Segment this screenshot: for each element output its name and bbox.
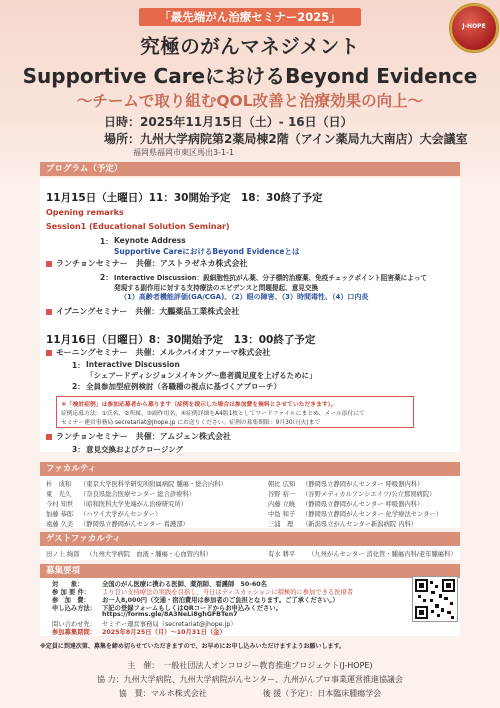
recruit-section-label: 募集要項	[40, 564, 460, 578]
day1-heading: 11月15日（土曜日）11：30開始予定 18：30終了予定	[46, 192, 323, 204]
guest-left-aff: （九州大学病院 血液・腫瘍・心血管内科）	[86, 551, 212, 558]
day2-item1-num: 1：	[72, 361, 85, 370]
faculty-left-name: 今村 知世	[46, 501, 74, 508]
day2-item3-num: 3：	[72, 445, 85, 454]
faculty-left-aff: （東京大学医科学研究所附属病院 腫瘍・総合内科）	[80, 481, 227, 488]
guest-right-name: 有水 耕平	[268, 551, 296, 558]
faculty-right-aff: （谷野メディカルアンシエイツ/公立那賀病院）	[302, 491, 436, 498]
faculty-left-name: 遠藤 久美	[46, 521, 74, 528]
event-date: 日時：2025年11月15日（土）- 16日（日）	[104, 115, 353, 129]
footer-cooperation: 協 力：九州大学病院、九州大学病院がんセンター、九州がんプロ事業運営推進協議会	[97, 675, 403, 684]
day2-morning: モーニングセミナー 共催：メルクバイオファーマ株式会社	[56, 348, 271, 357]
faculty-left-name: 加藤 恭郎	[46, 511, 74, 518]
faculty-left-aff: （奈良県総合医療センター 総合診療科）	[80, 491, 196, 498]
recruit-label: 参 加 要 件：	[52, 589, 91, 596]
bullet-square-icon	[46, 309, 52, 315]
recruit-value: お一人8,000円（交通・宿泊費用は参加者のご負担となります。ご了承ください。）	[102, 597, 339, 604]
note-line3: セミナー運営事務局 secretariat@jhope.jp にお送りください。症例の募集期限：9月30日(火)まで	[61, 420, 321, 426]
program-section-label: プログラム（予定）	[40, 162, 460, 176]
faculty-right-name: 三浦 理	[268, 521, 294, 528]
recruit-label: 問い合わせ先：	[52, 621, 97, 628]
faculty-right-aff: （静岡県立静岡がんセンター 呼吸器内科）	[302, 501, 424, 508]
title-line1: 究極のがんマネジメント	[140, 35, 360, 58]
day2-item1-title: Interactive Discussion	[86, 360, 180, 369]
case-submission-note	[56, 396, 414, 428]
title-line3: 〜チームで取り組むQOL改善と治療効果の向上〜	[76, 92, 424, 110]
day2-item3-title: 意見交換およびクロージング	[86, 445, 184, 454]
guest-right-aff: （九州がんセンター 消化管・腫瘍内科/老年腫瘍科）	[308, 551, 457, 558]
day1-item2-topics: （1）高齢者機能評価(GA/CGA)、（2）眼の障害、（3）時間毒性、（4）口内炎	[120, 293, 369, 301]
faculty-left-name: 東 光久	[46, 491, 72, 498]
faculty-right-aff: （静岡県立静岡がんセンター 呼吸器内科）	[302, 481, 424, 488]
recruit-label: 参加募集期間：	[52, 629, 97, 636]
bullet-square-icon	[46, 350, 52, 356]
recruit-label: 対 象：	[52, 581, 84, 588]
registration-qr-code[interactable]	[412, 576, 458, 622]
faculty-right-aff: （新潟県立がんセンター新潟病院 内科）	[302, 521, 418, 528]
day2-item2-title: 全員参加型症例検討（各職種の視点に基づくアプローチ）	[86, 382, 281, 391]
day1-item1-title: Keynote Address	[114, 236, 186, 245]
opening-remarks: Opening remarks	[46, 208, 124, 217]
recruit-label: 参 加 費：	[52, 597, 90, 604]
contact-email[interactable]: セミナー運営事務局（secretariat@jhope.jp）	[102, 621, 237, 628]
note-line1: ＊「検討症例」は参加応募者から募ります（症例を提示した場合は参加費を無料とさせていただきます）。	[61, 402, 337, 408]
day2-item1-sub: 「シェアードディシジョンメイキング〜患者満足度を上げるために」	[86, 371, 317, 380]
day1-item2-line2: 発現する副作用に対する支持療法のエビデンスと問題提起、意見交換	[114, 284, 319, 292]
day1-lunch: ランチョンセミナー 共催：アストラゼネカ株式会社	[56, 259, 248, 268]
series-tag: 「最先端がん治療セミナー2025」	[139, 8, 361, 26]
event-address: 福岡県福岡市東区馬出3-1-1	[133, 148, 235, 157]
recruit-footnote: ※定員に到達次第、募集を締め切らせていただきますので、お早めにお申し込みいただけますようお願いします。	[40, 643, 346, 650]
faculty-left-aff: （ハワイ大学がんセンター）	[80, 511, 162, 518]
day1-item2-num: 2：	[100, 273, 113, 282]
recruit-value: 2025年8月25日（月）〜10月31日（金）	[102, 629, 226, 636]
guest-section-label: ゲストファカルティ	[40, 532, 460, 546]
event-venue: 場所：九州大学病院第2薬局棟2階（アイン薬局九大南店）大会議室	[104, 132, 468, 146]
faculty-right-name: 中島 和子	[268, 511, 296, 518]
faculty-right-name: 朝比 広知	[268, 481, 296, 488]
footer-support: 協 賛：マルホ株式会社 後 援（予定）：日本臨床腫瘍学会	[118, 689, 382, 698]
faculty-box	[40, 476, 460, 528]
seal-label: J-HOPE	[462, 23, 486, 30]
faculty-left-name: 朴 成和	[46, 481, 72, 488]
note-line2: 症例応募方法：①氏名、②所属、③副作用名、④症例詳細をA4版1枚としてワードファイルにまとめ、メール添付にて	[61, 411, 365, 417]
day2-item2-num: 2：	[72, 382, 85, 391]
faculty-left-aff: （静岡県立静岡がんセンター 看護部）	[80, 521, 189, 528]
bullet-square-icon	[46, 261, 52, 267]
day1-evening: イブニングセミナー 共催：大鵬薬品工業株式会社	[56, 307, 240, 316]
recruit-value: 下記の登録フォームもしくはQRコードからお申込みください。	[102, 605, 282, 612]
recruit-value: 全国のがん医療に携わる医師、薬剤師、看護師 50-60名	[102, 581, 267, 588]
footer-organizer: 主 催： 一般社団法人オンコロジー教育推進プロジェクト(J-HOPE)	[127, 661, 373, 670]
registration-link[interactable]: https://forms.gle/8A3NeLi8ghGFBTen7	[102, 611, 238, 618]
guest-left-name: 田ノ上 絢郎	[46, 551, 80, 558]
recruit-box	[40, 578, 460, 636]
faculty-right-name: 谷野 裕一	[268, 491, 296, 498]
bullet-square-icon	[46, 434, 52, 440]
day2-heading: 11月16日（日曜日）8：30開始予定 13：00終了予定	[46, 334, 316, 346]
day1-item2-line1: Interactive Discussion：殺細胞性抗がん薬、分子標的治療薬、免疫チェックポイント阻害薬によって	[114, 274, 428, 282]
session1-label: Session1 (Educational Solution Seminar)	[46, 222, 230, 231]
day2-lunch: ランチョンセミナー 共催：アムジェン株式会社	[56, 432, 232, 441]
recruit-label: 申し込み方法：	[52, 605, 97, 612]
day1-item1-sub: Supportive CareにおけるBeyond Evidenceとは	[114, 247, 300, 256]
faculty-right-aff: （静岡県立静岡がんセンター 化学療法センター）	[302, 511, 443, 518]
faculty-right-name: 内藤 立暁	[268, 501, 296, 508]
faculty-section-label: ファカルティ	[40, 462, 460, 476]
title-line2: Supportive CareにおけるBeyond Evidence	[22, 64, 478, 88]
faculty-left-aff: （昭和医科大学先端がん治療研究所）	[80, 501, 188, 508]
recruit-value: より良い支持療法の実践を目指し、当日はディスカッションに積極的に参加できる医療者	[102, 589, 354, 596]
day1-item1-num: 1：	[100, 237, 113, 246]
guest-box	[40, 546, 460, 560]
